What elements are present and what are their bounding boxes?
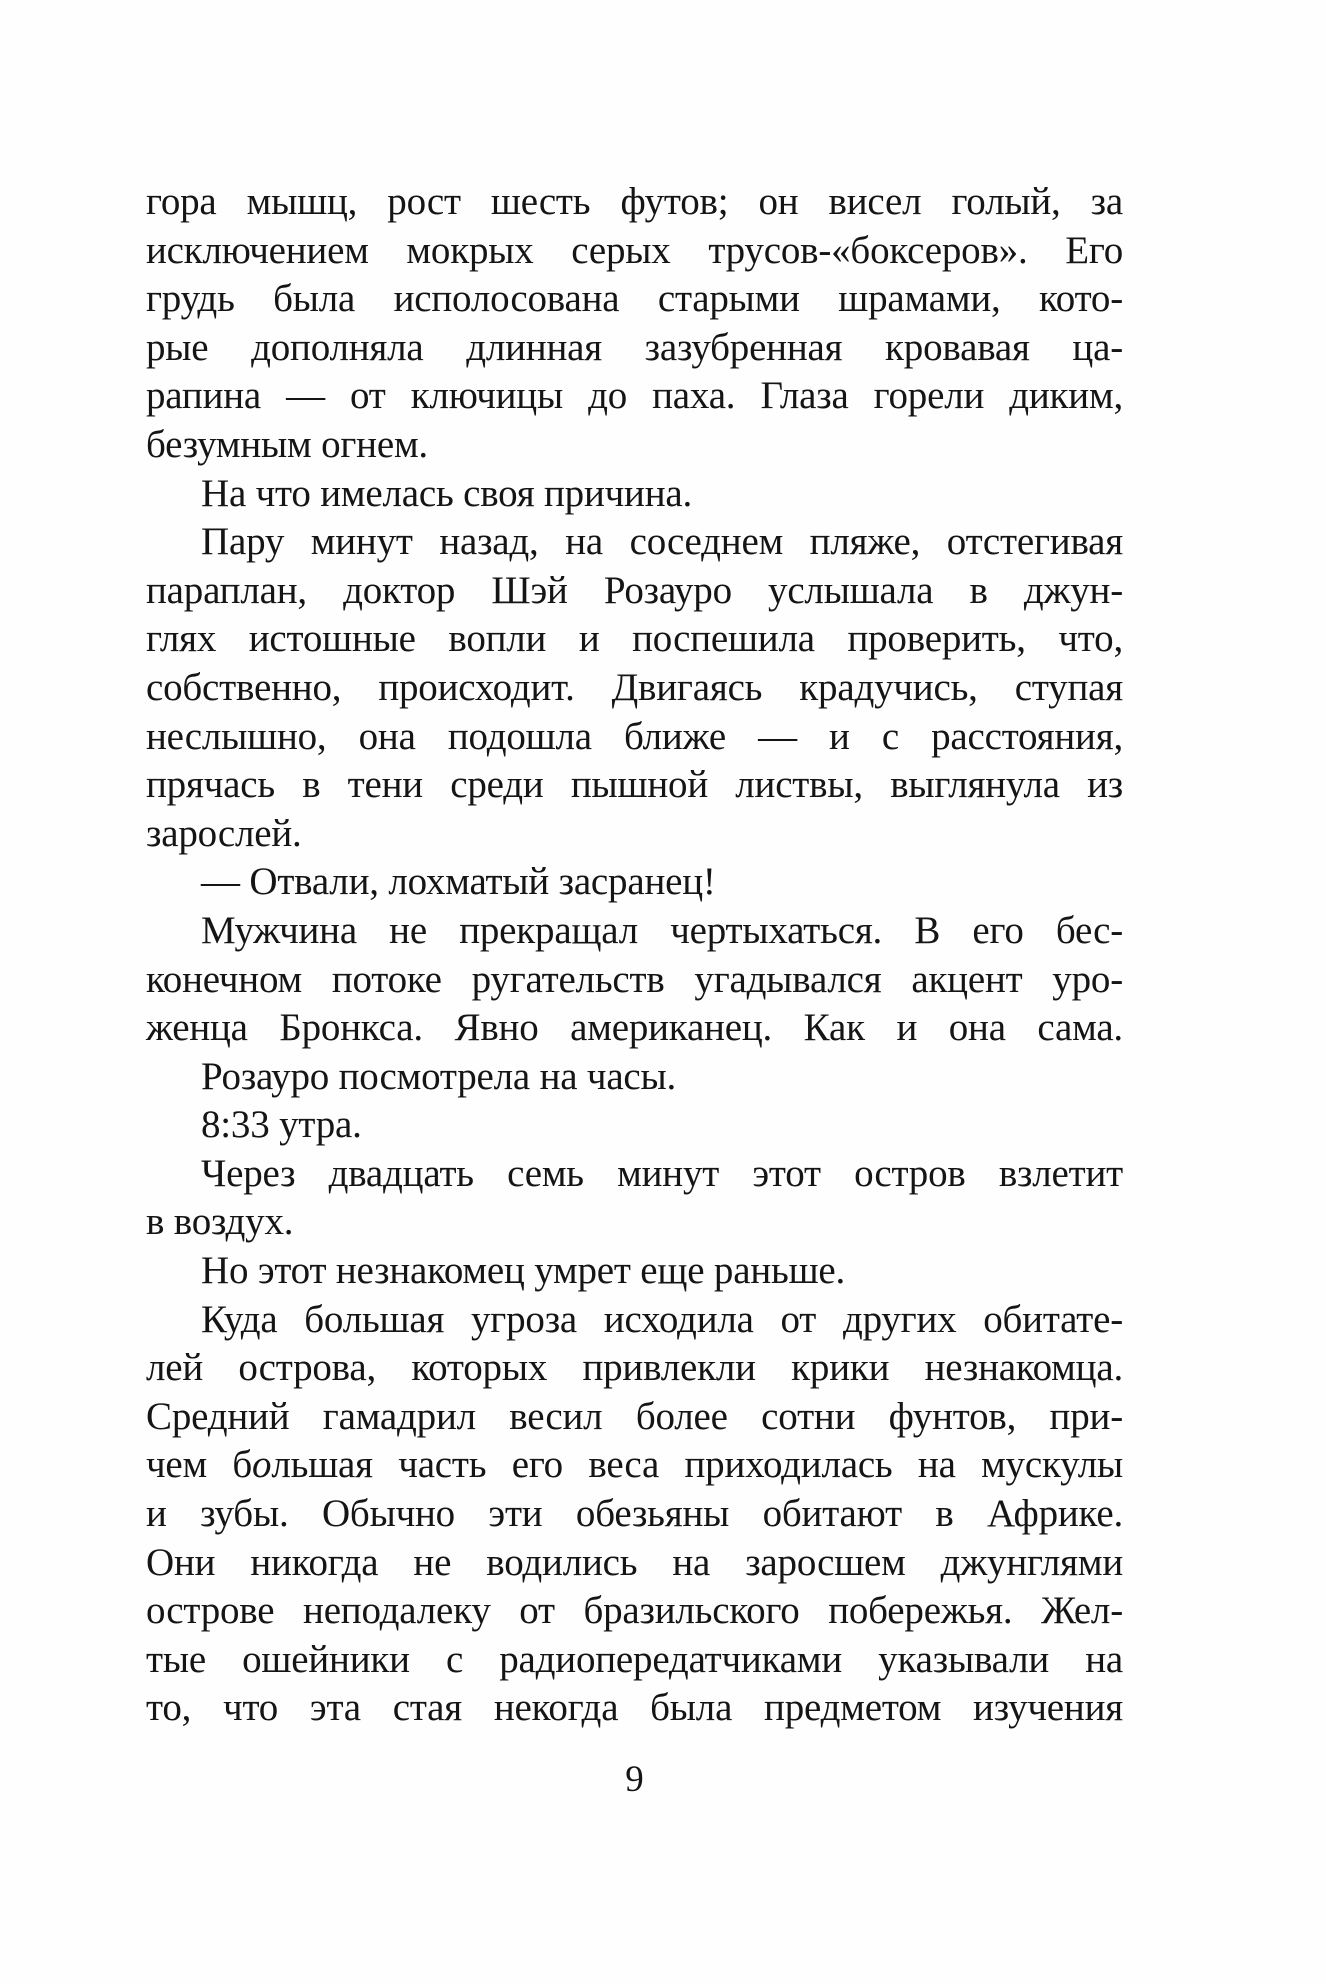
text-line: гора мышц, рост шесть футов; он висел голый, за <box>146 180 1123 223</box>
text-line: Они никогда не водились на заросшем джунглями <box>146 1540 1123 1584</box>
text-line: то, что эта стая некогда была предметом изучения <box>146 1686 1123 1730</box>
text-line: — Отвали, лохматый засранец! <box>201 860 716 904</box>
body-text <box>146 178 1123 1733</box>
text-line: Через двадцать семь минут этот остров взлетит <box>201 1151 1123 1195</box>
text-line: рапина — от ключицы до паха. Глаза горели диким, <box>146 374 1123 418</box>
text-line: лей острова, которых привлекли крики незнакомца. <box>146 1346 1123 1390</box>
text-line: конечном потоке ругательств угадывался акцент уро- <box>146 957 1123 1001</box>
text-line: рые дополняла длинная зазубренная кровавая ца- <box>146 325 1123 369</box>
text-line: Мужчина не прекращал чертыхаться. В его бес- <box>201 908 1123 952</box>
text-line: Куда большая угроза исходила от других обитате- <box>201 1297 1123 1341</box>
text-line: собственно, происходит. Двигаясь крадучись, ступая <box>146 665 1123 709</box>
text-line: в воздух. <box>146 1200 294 1244</box>
text-segment: чем б <box>146 1443 253 1487</box>
text-line: Но этот незнакомец умрет еще раньше. <box>201 1249 846 1293</box>
text-line: женца Бронкса. Явно американец. Как и она сама. <box>146 1006 1123 1050</box>
text-line: параплан, доктор Шэй Розауро услышала в джун- <box>146 568 1123 612</box>
text-segment: льшая часть его веса приходилась на мускулы <box>271 1443 1124 1487</box>
text-line: и зубы. Обычно эти обезьяны обитают в Африке. <box>146 1492 1123 1536</box>
text-line: безумным огнем. <box>146 422 428 466</box>
text-line: 8:33 утра. <box>201 1103 362 1147</box>
text-line: грудь была исполосована старыми шрамами, кото- <box>146 277 1123 321</box>
page-number: 9 <box>625 1759 644 1800</box>
text-line: На что имелась своя причина. <box>201 471 693 515</box>
text-line: неслышно, она подошла ближе — и с расстояния, <box>146 714 1123 758</box>
text-line: острове неподалеку от бразильского побережья. Жел- <box>146 1589 1123 1633</box>
text-line <box>146 1441 1123 1490</box>
text-line: Розауро посмотрела на часы. <box>201 1054 677 1098</box>
text-line: исключением мокрых серых трусов-«боксеров». Его <box>146 228 1123 272</box>
text-line: тые ошейники с радиопередатчиками указывали на <box>146 1637 1123 1681</box>
text-line: глях истошные вопли и поспешила проверить, что, <box>146 617 1123 661</box>
text-line: прячась в тени среди пышной листвы, выглянула из <box>146 763 1123 807</box>
text-line: зарослей. <box>146 811 302 855</box>
text-line: Средний гамадрил весил более сотни фунтов, при- <box>146 1394 1123 1438</box>
text-line: Пару минут назад, на соседнем пляже, отстегивая <box>201 520 1123 564</box>
stressed-letter: о <box>252 1443 272 1487</box>
